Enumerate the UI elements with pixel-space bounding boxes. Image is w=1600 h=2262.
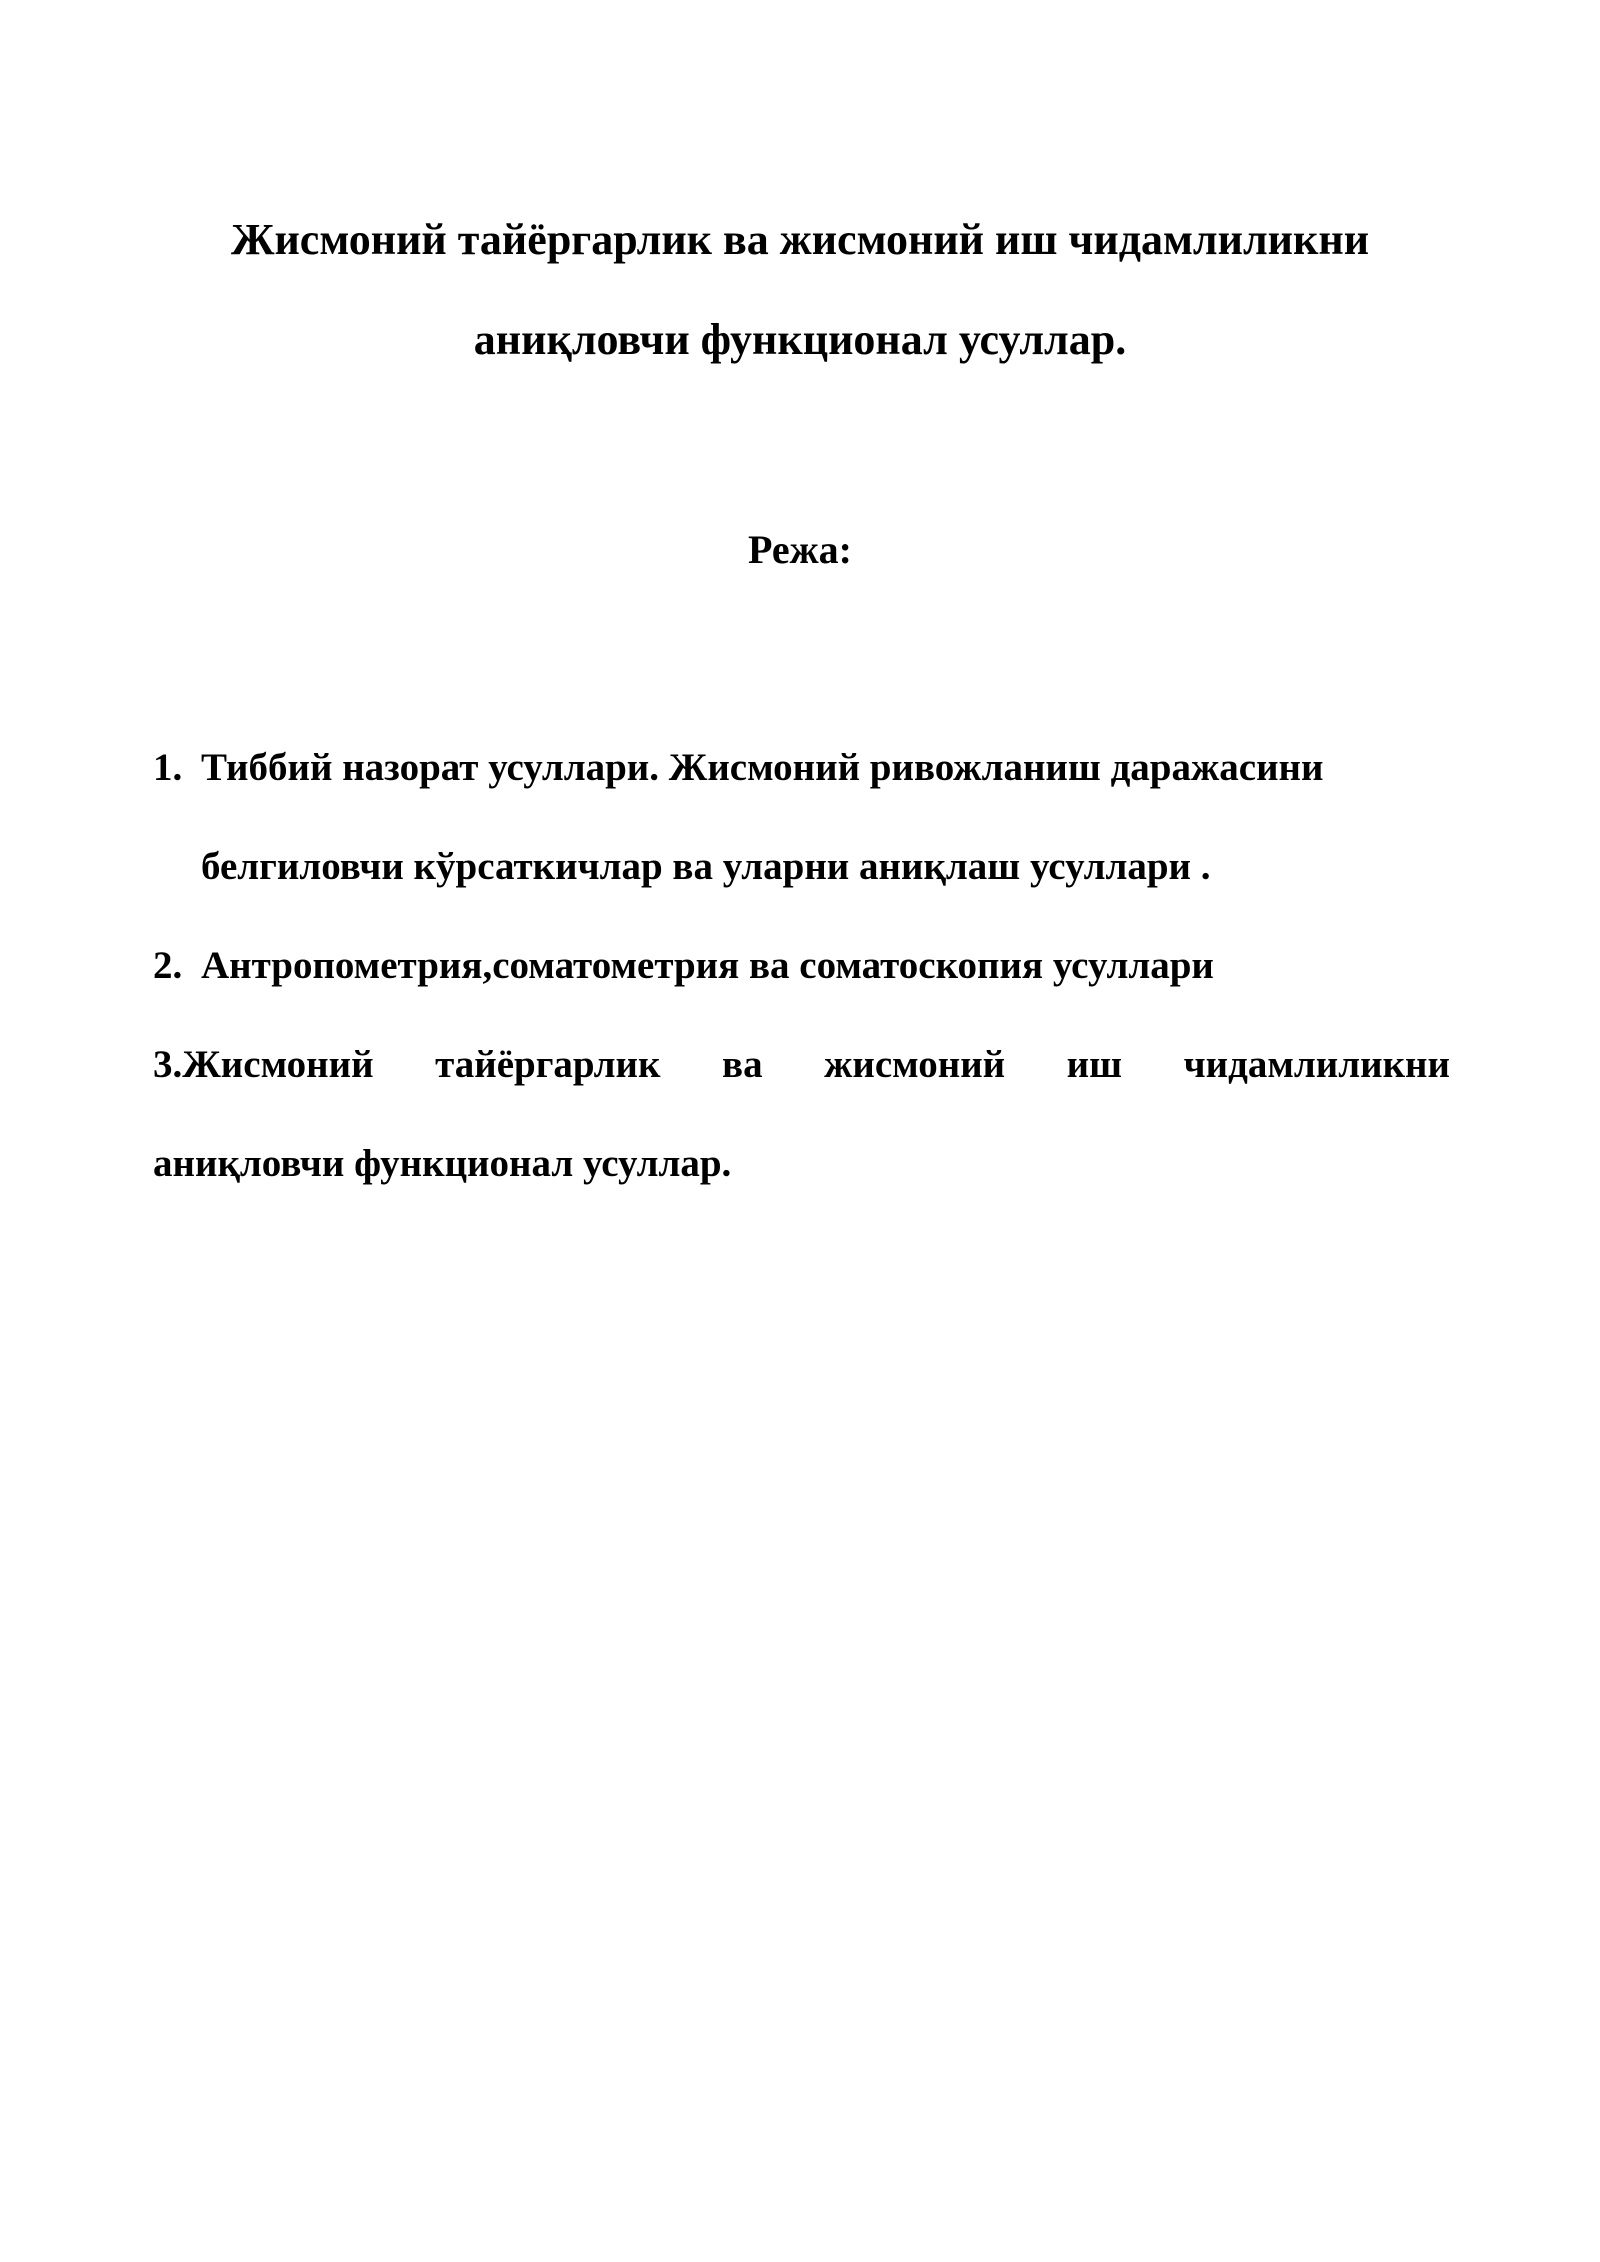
plan-item-1 — [153, 718, 1450, 916]
plan-list — [153, 718, 1450, 1213]
plan-item-text: Тиббий назорат усуллари. Жисмоний ривожланиш даражасини белгиловчи кўрсаткичлар ва уларни аниқлаш усуллари . — [201, 746, 1324, 888]
plan-item-number: 1. — [153, 746, 183, 789]
plan-item-3-line-1: 3.Жисмоний тайёргарлик ва жисмоний иш чидамлиликни — [153, 1043, 1450, 1086]
title-line-2: аниқловчи функционал усуллар. — [473, 315, 1127, 364]
plan-item-2 — [153, 916, 1450, 1015]
plan-item-3 — [153, 1015, 1450, 1213]
plan-item-3-line-2: аниқловчи функционал усуллар. — [153, 1142, 732, 1185]
plan-item-text: Антропометрия,соматометрия ва соматоскопия усуллари — [201, 944, 1214, 987]
plan-item-number: 2. — [153, 944, 183, 987]
title-line-1: Жисмоний тайёргарлик ва жисмоний иш чидамлиликни — [230, 215, 1370, 264]
document-title — [150, 190, 1450, 390]
plan-heading: Режа: — [748, 527, 852, 572]
